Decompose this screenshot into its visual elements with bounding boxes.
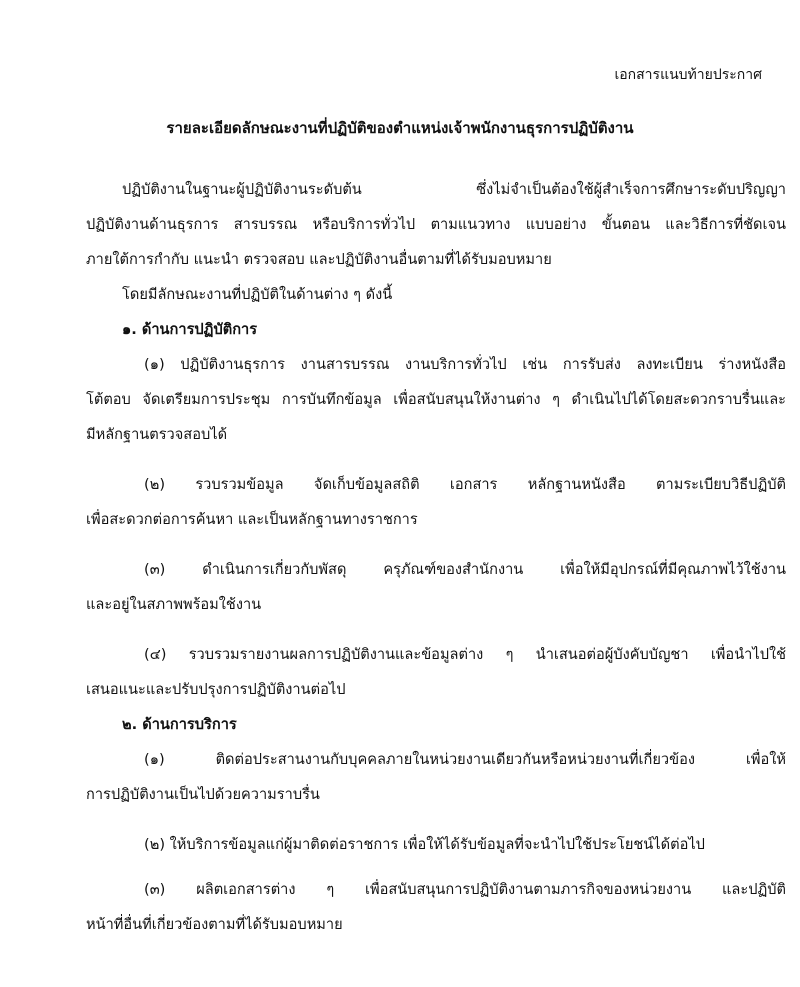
section-1-heading: ๑. ด้านการปฏิบัติการ [122,321,258,338]
section-1-item-2-line-1: (๒) รวบรวมข้อมูล จัดเก็บข้อมูลสถิติ เอกสาร หลักฐานหนังสือ ตามระเบียบวิธีปฏิบัติ [144,476,786,493]
section-2-heading: ๒. ด้านการบริการ [122,716,237,733]
section-1-item-1-line-2: โต้ตอบ จัดเตรียมการประชุม การบันทึกข้อมูล เพื่อสนับสนุนให้งานต่าง ๆ ดำเนินไปได้โดยสะดวกราบรื่นและ [86,391,786,408]
intro-line-1: ปฏิบัติงานในฐานะผู้ปฏิบัติงานระดับต้น ซึ่งไม่จำเป็นต้องใช้ผู้สำเร็จการศึกษาระดับปริญญา [122,181,786,198]
section-1-item-4-line-2: เสนอแนะและปรับปรุงการปฏิบัติงานต่อไป [86,681,346,698]
section-1-item-1-line-1: (๑) ปฏิบัติงานธุรการ งานสารบรรณ งานบริการทั่วไป เช่น การรับส่ง ลงทะเบียน ร่างหนังสือ [144,356,786,373]
section-1-item-1-line-3: มีหลักฐานตรวจสอบได้ [86,426,228,443]
intro-line-3: ภายใต้การกำกับ แนะนำ ตรวจสอบ และปฏิบัติงานอื่นตามที่ได้รับมอบหมาย [86,251,552,268]
section-2-item-1-line-2: การปฏิบัติงานเป็นไปด้วยความราบรื่น [86,786,320,803]
section-1-item-3-line-2: และอยู่ในสภาพพร้อมใช้งาน [86,596,262,613]
section-2-item-3-line-2: หน้าที่อื่นที่เกี่ยวข้องตามที่ได้รับมอบหมาย [86,916,343,933]
intro-line-2: ปฏิบัติงานด้านธุรการ สารบรรณ หรือบริการทั่วไป ตามแนวทาง แบบอย่าง ขั้นตอน และวิธีการที่ชัดเจน [86,216,786,233]
intro-line-4: โดยมีลักษณะงานที่ปฏิบัติในด้านต่าง ๆ ดังนี้ [122,286,393,303]
section-1-item-3-line-1: (๓) ดำเนินการเกี่ยวกับพัสดุ ครุภัณฑ์ของสำนักงาน เพื่อให้มีอุปกรณ์ที่มีคุณภาพไว้ใช้งาน [144,561,786,578]
header-note: เอกสารแนบท้ายประกาศ [614,67,762,83]
section-2-item-2-line-1: (๒) ให้บริการข้อมูลแก่ผู้มาติดต่อราชการ เพื่อให้ได้รับข้อมูลที่จะนำไปใช้ประโยชน์ได้ต่อไป [144,836,705,853]
section-2-item-3-line-1: (๓) ผลิตเอกสารต่าง ๆ เพื่อสนับสนุนการปฏิบัติงานตามภารกิจของหน่วยงาน และปฏิบัติ [144,881,786,898]
document-title: รายละเอียดลักษณะงานที่ปฏิบัติของตำแหน่งเจ้าพนักงานธุรการปฏิบัติงาน [166,119,634,137]
section-2-item-1-line-1: (๑) ติดต่อประสานงานกับบุคคลภายในหน่วยงานเดียวกันหรือหน่วยงานที่เกี่ยวข้อง เพื่อให้ [144,751,786,768]
section-1-item-4-line-1: (๔) รวบรวมรายงานผลการปฏิบัติงานและข้อมูลต่าง ๆ นำเสนอต่อผู้บังคับบัญชา เพื่อนำไปใช้ [144,646,786,663]
section-1-item-2-line-2: เพื่อสะดวกต่อการค้นหา และเป็นหลักฐานทางราชการ [86,511,418,528]
